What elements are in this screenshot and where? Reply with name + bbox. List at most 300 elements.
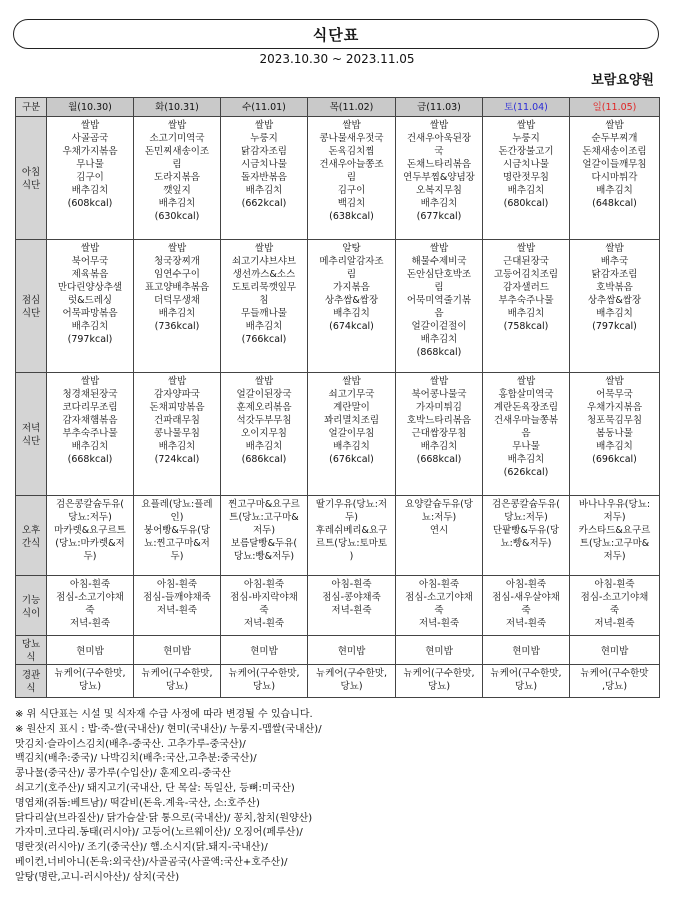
row-label-line: 식단 (21, 180, 41, 191)
row-label-line: 식 (26, 652, 36, 663)
menu-item: (630kcal) (154, 211, 200, 222)
menu-item: 코다리무조림 (62, 402, 118, 413)
menu-cell-tube-feeding-tue (134, 665, 221, 698)
menu-item: 검은콩칼슘두유( (56, 499, 124, 510)
menu-item: 쌀밥 (80, 243, 100, 254)
menu-item: (696kcal) (592, 454, 637, 465)
menu-item: 배추김치 (71, 441, 109, 452)
menu-cell-diabetic-diet-mon (47, 636, 134, 665)
menu-item: 뉴케어(구수한맛, (141, 668, 213, 679)
menu-item: 배추김치 (507, 308, 545, 319)
row-label-line: 식이 (21, 607, 41, 619)
menu-item: 쌀밥 (254, 376, 274, 387)
menu-item: (766kcal) (241, 334, 287, 345)
menu-item: 요플레(당뇨:플레 (141, 499, 213, 510)
menu-cell-dinner-sun (570, 373, 660, 496)
menu-item: 쌀밥 (516, 243, 536, 254)
menu-item: 저녁-흰죽 (331, 605, 372, 616)
menu-item: 점심-소고기야채 (580, 592, 649, 603)
note-line: ※ 원산지 표시 : 밥·죽-쌀(국내산)/ 현미(국내산)/ 누룽지-맵쌀(국내산)/ (15, 723, 322, 735)
menu-item: 얼갈이겉절이 (411, 321, 467, 332)
note-line: 알탕(명란,고니-러시아산)/ 삼치(국산) (15, 871, 180, 883)
menu-cell-tube-feeding-sat (483, 665, 570, 698)
menu-item: 상추쌈&쌈장 (324, 295, 379, 306)
menu-item: 건새우아늘쫑조 (319, 159, 384, 170)
menu-cell-dinner-mon (47, 373, 134, 496)
menu-item: 점심-들깨야채죽 (143, 592, 211, 603)
organization-name: 보람요양원 (591, 73, 654, 88)
menu-item: 림 (434, 282, 444, 293)
menu-item: 꽈리멸치조림 (323, 415, 380, 426)
menu-item: 연두부찜&양념장 (403, 172, 475, 183)
row-label-line: 식단 (21, 436, 41, 447)
menu-item: 배추김치 (333, 308, 370, 319)
menu-item: 콩나물무침 (154, 428, 200, 439)
menu-item: 쌀밥 (80, 120, 100, 131)
menu-item: 쌀밥 (516, 120, 536, 131)
menu-item: 뇨:저두) (421, 512, 457, 523)
row-label-line: 아침 (21, 167, 41, 178)
menu-item: 뉴케어(구수한맛, (316, 668, 387, 679)
menu-item: 북어무국 (71, 256, 109, 267)
menu-cell-functional-diet-fri (396, 576, 483, 636)
menu-item: (당뇨:마카렛&저 (55, 538, 125, 549)
menu-item: 뉴케어(구수한맛, (228, 668, 300, 679)
menu-item: ,당뇨) (601, 681, 628, 692)
row-label-functional-diet (16, 576, 47, 636)
menu-item: 김구이 (337, 185, 366, 196)
menu-cell-diabetic-diet-tue (134, 636, 221, 665)
menu-item: 김구이 (76, 172, 104, 183)
menu-item: 돈채새송이조림 (582, 146, 647, 157)
menu-item: 쌀밥 (429, 120, 449, 131)
menu-item: 단팥빵&두유(당 (492, 525, 560, 536)
menu-item: 닭감자조림 (591, 269, 638, 280)
menu-item: 뉴케어(구수한맛, (490, 668, 562, 679)
menu-item: (724kcal) (154, 454, 200, 465)
menu-item: 음 (521, 428, 531, 439)
menu-item: 제육볶음 (71, 269, 109, 280)
menu-cell-breakfast-thu (308, 117, 396, 240)
menu-item: 점심-콩야채죽 (322, 592, 381, 603)
menu-item: 쌀밥 (167, 376, 187, 387)
menu-item: 뇨:빵&저두) (500, 538, 552, 549)
menu-item: 쌀밥 (516, 376, 536, 387)
menu-item: 딸기우유(당뇨:저 (315, 499, 388, 510)
menu-item: 도라지볶음 (154, 172, 200, 183)
menu-item: 배추김치 (507, 185, 545, 196)
page-title: 식단표 (13, 19, 659, 49)
menu-item: 무들깨나물 (241, 308, 287, 319)
menu-item: 석갓두부무침 (236, 415, 292, 426)
menu-item: 쌀밥 (342, 376, 361, 387)
menu-item: 현미밥 (512, 645, 540, 657)
menu-cell-lunch-mon (47, 240, 134, 373)
menu-item: 돈안심단호박조 (406, 269, 472, 280)
day-header-tue: 화(10.31) (134, 98, 221, 117)
day-header-sun: 일(11.05) (570, 98, 660, 117)
menu-item: 청포묵김무침 (586, 415, 643, 426)
menu-item: 돈육김치찜 (328, 146, 375, 157)
menu-item: 당뇨) (252, 681, 276, 692)
menu-item: 배추김치 (158, 198, 196, 209)
menu-item: (797kcal) (67, 334, 113, 345)
note-line: 가자미.코다리.동태(러시아)/ 고등어(노르웨이산)/ 오징어(페루산)/ (15, 827, 303, 839)
menu-item: 어묵미역줄기볶 (406, 295, 472, 306)
menu-item: 당뇨) (427, 681, 451, 692)
menu-cell-snack-sat (483, 496, 570, 576)
menu-cell-diabetic-diet-sun (570, 636, 660, 665)
day-header-fri: 금(11.03) (396, 98, 483, 117)
menu-item: 시금치나물 (503, 159, 549, 170)
menu-item: (797kcal) (592, 321, 637, 332)
menu-item: 배추김치 (596, 308, 633, 319)
menu-cell-snack-sun (570, 496, 660, 576)
row-label-line: 점심 (21, 295, 41, 306)
menu-item: 죽 (85, 605, 95, 616)
menu-item: 건새우아욱된장 (406, 133, 472, 144)
note-line: 닭다리살(브라질산)/ 닭가슴살·닭 통으로(국내산)/ 꽁치,참치(원양산) (15, 812, 313, 824)
menu-cell-lunch-wed (221, 240, 308, 373)
menu-item: 배추김치 (245, 441, 283, 452)
menu-item: 카스타드&요구르 (578, 525, 651, 536)
menu-item: 죽 (521, 605, 531, 616)
row-label-line: 식 (26, 683, 36, 694)
menu-cell-dinner-fri (396, 373, 483, 496)
day-header-sat: 토(11.04) (483, 98, 570, 117)
day-header-wed: 수(11.01) (221, 98, 308, 117)
row-label-diabetic-diet (16, 636, 47, 665)
menu-item: 음 (434, 308, 444, 319)
menu-item: (677kcal) (416, 211, 462, 222)
menu-cell-diabetic-diet-sat (483, 636, 570, 665)
menu-item: 연시 (429, 525, 449, 536)
menu-item: 얼갈이된장국 (236, 389, 292, 400)
menu-item: 계란말이 (333, 402, 370, 413)
menu-item: 무나물 (76, 159, 104, 170)
menu-item: 돈채피망볶음 (149, 402, 205, 413)
menu-item: 감자양파국 (154, 389, 200, 400)
menu-cell-lunch-fri (396, 240, 483, 373)
row-label-breakfast (16, 117, 47, 240)
menu-item: 두) (170, 551, 184, 562)
menu-cell-functional-diet-tue (134, 576, 221, 636)
menu-item: 표고양배추볶음 (144, 282, 210, 293)
menu-item: 배추김치 (507, 454, 545, 465)
menu-cell-snack-tue (134, 496, 221, 576)
menu-item: 오복지무침 (416, 185, 462, 196)
menu-row-snack (16, 496, 660, 576)
menu-item: 고등어김치조림 (493, 269, 559, 280)
menu-cell-functional-diet-sat (483, 576, 570, 636)
menu-item: 국 (434, 146, 444, 157)
menu-item: 쌀밥 (254, 120, 274, 131)
menu-cell-lunch-sat (483, 240, 570, 373)
note-line: ※ 위 식단표는 시설 및 식자재 수급 사정에 따라 변경될 수 있습니다. (15, 709, 313, 720)
menu-item: 어묵파망볶음 (62, 308, 118, 319)
menu-item: 아침-흰죽 (69, 579, 111, 590)
row-label-tube-feeding (16, 665, 47, 698)
menu-cell-lunch-sun (570, 240, 660, 373)
menu-item: (736kcal) (154, 321, 200, 332)
note-line: 맛김치·슬라이스김치(배추-중국산. 고추가루-중국산)/ (15, 738, 246, 750)
menu-item: 호박볶음 (596, 282, 633, 293)
menu-cell-tube-feeding-sun (570, 665, 660, 698)
menu-item: 쌀밥 (167, 120, 187, 131)
menu-item: 현미밥 (76, 645, 104, 657)
menu-cell-tube-feeding-wed (221, 665, 308, 698)
menu-item: 저두) (603, 551, 626, 562)
menu-cell-functional-diet-sun (570, 576, 660, 636)
menu-item: (648kcal) (592, 198, 637, 209)
row-label-lunch (16, 240, 47, 373)
menu-cell-diabetic-diet-wed (221, 636, 308, 665)
menu-item: 당뇨) (165, 681, 189, 692)
menu-item: 계란돈육장조림 (493, 402, 559, 413)
menu-cell-dinner-tue (134, 373, 221, 496)
menu-item: 콩나물새우젓국 (319, 133, 384, 144)
menu-row-lunch (16, 240, 660, 373)
menu-item: 현미밥 (600, 645, 629, 657)
menu-item: 트(당뇨:고구마& (579, 538, 650, 549)
menu-item: 당뇨:저두) (504, 512, 548, 523)
menu-item: 돈간장불고기 (498, 146, 554, 157)
menu-item: 생선까스&소스 (232, 269, 296, 280)
menu-item: 쌀밥 (605, 376, 624, 387)
menu-item: 쌀밥 (254, 243, 274, 254)
menu-period: 2023.10.30 ~ 2023.11.05 (259, 52, 415, 66)
menu-item: 해물수제비국 (411, 256, 467, 267)
menu-item: 부추숙주나물 (62, 428, 118, 439)
menu-item: 아침-흰죽 (505, 579, 547, 590)
menu-row-diabetic-diet (16, 636, 660, 665)
menu-item: 두) (345, 512, 358, 523)
menu-item: 우채가지볶음 (62, 146, 118, 157)
menu-item: 두) (83, 551, 97, 562)
menu-item: (662kcal) (241, 198, 287, 209)
menu-row-dinner (16, 373, 660, 496)
menu-cell-dinner-thu (308, 373, 396, 496)
menu-item: 누룽지 (512, 133, 540, 144)
menu-item: 아침-흰죽 (243, 579, 285, 590)
menu-item: 아침-흰죽 (594, 579, 635, 590)
menu-item: 림 (346, 172, 357, 183)
menu-cell-snack-mon (47, 496, 134, 576)
menu-cell-tube-feeding-fri (396, 665, 483, 698)
menu-item: 오이지무침 (241, 428, 287, 439)
menu-item: 청경채된장국 (62, 389, 118, 400)
menu-item: 부추숙주나물 (498, 295, 554, 306)
day-header-mon: 월(10.30) (47, 98, 134, 117)
menu-cell-lunch-thu (308, 240, 396, 373)
menu-item: 훈제오리볶음 (236, 402, 292, 413)
menu-item: (868kcal) (416, 347, 462, 358)
menu-item: 마카렛&요구르트 (54, 525, 126, 536)
menu-item: 당뇨) (514, 681, 538, 692)
menu-item: 배추김치 (245, 321, 283, 332)
menu-item: 배추김치 (333, 441, 370, 452)
menu-item: 배추김치 (420, 441, 458, 452)
menu-cell-breakfast-mon (47, 117, 134, 240)
menu-item: 아침-흰죽 (156, 579, 198, 590)
menu-item: 쌀밥 (80, 376, 100, 387)
menu-item: 근대된장국 (503, 256, 549, 267)
menu-cell-diabetic-diet-fri (396, 636, 483, 665)
menu-item: 알탕 (342, 243, 361, 254)
notes-section (15, 708, 322, 886)
menu-cell-snack-fri (396, 496, 483, 576)
menu-cell-breakfast-fri (396, 117, 483, 240)
menu-item: (674kcal) (329, 321, 374, 332)
menu-item: 북어콩나물국 (411, 389, 467, 400)
menu-item: 저녁-흰죽 (69, 618, 111, 629)
menu-item: 쌀밥 (429, 376, 449, 387)
row-label-dinner (16, 373, 47, 496)
menu-item: 배추김치 (420, 334, 458, 345)
menu-cell-breakfast-sat (483, 117, 570, 240)
menu-item: 쇠고기샤브샤브 (231, 256, 297, 267)
menu-item: (638kcal) (329, 211, 374, 222)
menu-item: (676kcal) (329, 454, 374, 465)
menu-item: (608kcal) (67, 198, 113, 209)
menu-item: 점심-소고기야채 (56, 592, 124, 603)
menu-cell-tube-feeding-thu (308, 665, 396, 698)
menu-item: 저녁-흰죽 (505, 618, 547, 629)
menu-item: 저녁-흰죽 (243, 618, 285, 629)
menu-item: 다시마튀각 (591, 172, 638, 183)
weekly-menu-table (15, 97, 660, 698)
menu-item: 뉴케어(구수한맛 (580, 668, 649, 679)
menu-item: 가지볶음 (333, 282, 370, 293)
menu-item: 저두) (603, 512, 626, 523)
menu-item: 뉴케어(구수한맛, (403, 668, 475, 679)
menu-item: 당뇨:저두) (68, 512, 112, 523)
menu-item: 아침-흰죽 (418, 579, 460, 590)
menu-item: 죽 (609, 605, 620, 616)
menu-item: 요양칼슘두유(당 (405, 499, 473, 510)
menu-item: (686kcal) (241, 454, 287, 465)
menu-item: 배추김치 (420, 198, 458, 209)
menu-cell-breakfast-sun (570, 117, 660, 240)
menu-item: 트(당뇨:고구마& (229, 512, 299, 523)
menu-item: 쌀밥 (605, 120, 624, 131)
menu-item: 얼갈이무침 (328, 428, 375, 439)
menu-item: 아침-흰죽 (331, 579, 372, 590)
menu-item: 점심-소고기야채 (405, 592, 473, 603)
menu-item: 어묵무국 (596, 389, 633, 400)
menu-item: 소고기미역국 (149, 133, 205, 144)
menu-item: 배추국 (600, 256, 629, 267)
note-line: 콩나물(중국산)/ 콩가루(수입산)/ 훈제오리-중국산 (15, 768, 231, 780)
menu-item: 시금치나물 (241, 159, 287, 170)
note-line: 명엽채(쥐돔:베트남)/ 떡갈비(돈육.계육-국산, 소:호주산) (15, 797, 260, 809)
menu-item: 상추쌈&쌈장 (587, 295, 642, 306)
menu-item: 돌자반볶음 (241, 172, 287, 183)
menu-cell-functional-diet-thu (308, 576, 396, 636)
header-row (16, 98, 660, 117)
menu-item: 메추리알감자조 (319, 256, 384, 267)
menu-row-breakfast (16, 117, 660, 240)
menu-item: 우채가지볶음 (586, 402, 643, 413)
row-label-line: 기능 (21, 594, 41, 606)
menu-item: (626kcal) (503, 467, 549, 478)
note-line: 쇠고기(호주산)/ 돼지고기(국내산, 단 목살: 독일산, 등뼈:미국산) (15, 782, 295, 794)
menu-item: 만다린양상추샐 (57, 282, 123, 293)
menu-cell-dinner-wed (221, 373, 308, 496)
row-label-line: 경관 (21, 670, 41, 681)
menu-item: 돈민찌새송이조 (144, 146, 210, 157)
menu-item: 림 (346, 269, 357, 280)
menu-cell-diabetic-diet-thu (308, 636, 396, 665)
menu-item: 누룽지 (250, 133, 278, 144)
menu-item: (758kcal) (503, 321, 549, 332)
menu-cell-snack-wed (221, 496, 308, 576)
menu-item: 근대쌈장무침 (411, 428, 467, 439)
menu-item: 당뇨:빵&저두) (233, 551, 295, 562)
menu-item: 홍합살미역국 (498, 389, 554, 400)
menu-item: 르트(당뇨:토마토 (315, 538, 388, 549)
menu-item: 청국장찌개 (154, 256, 200, 267)
menu-item: (680kcal) (503, 198, 549, 209)
menu-item: 건파래무침 (154, 415, 200, 426)
menu-item: 배추김치 (596, 441, 633, 452)
menu-item: 가자미튀김 (416, 402, 462, 413)
menu-cell-lunch-tue (134, 240, 221, 373)
note-line: 명란젓(러시아)/ 조기(중국산)/ 햄.소시지(닭.돼지-국내산)/ (15, 842, 268, 854)
menu-item: 배추김치 (71, 321, 109, 332)
menu-item: 감자채햄볶음 (62, 415, 118, 426)
row-label-line: 오후 (21, 524, 41, 536)
menu-item: 임연수구이 (154, 269, 200, 280)
day-header-thu: 목(11.02) (308, 98, 396, 117)
menu-item: 죽 (434, 605, 444, 616)
menu-item: 감자샐러드 (503, 282, 549, 293)
menu-item: 럿&드레싱 (67, 295, 113, 306)
menu-item: 쌀밥 (429, 243, 449, 254)
menu-item: 현미밥 (337, 645, 366, 657)
menu-item: 저두) (252, 525, 276, 536)
menu-item: 명란젓무침 (503, 172, 549, 183)
menu-item: 닭감자조림 (241, 146, 287, 157)
menu-item: 순두부찌개 (591, 133, 638, 144)
menu-item: 현미밥 (163, 645, 191, 657)
menu-item: ) (349, 551, 354, 562)
menu-item: 붕어빵&두유(당 (143, 525, 211, 536)
row-label-line: 식단 (21, 308, 41, 319)
menu-item: 인) (170, 512, 184, 523)
menu-cell-breakfast-wed (221, 117, 308, 240)
menu-item: 뇨:찐고구마&저 (144, 538, 210, 549)
row-label-line: 당뇨 (21, 639, 41, 650)
menu-item: 뉴케어(구수한맛, (54, 668, 126, 679)
menu-item: 돈채느타리볶음 (406, 159, 472, 170)
menu-item: 림 (172, 159, 182, 170)
menu-cell-dinner-sat (483, 373, 570, 496)
menu-item: 저녁-흰죽 (594, 618, 635, 629)
menu-item: 배추김치 (158, 441, 196, 452)
menu-item: (668kcal) (416, 454, 462, 465)
menu-cell-functional-diet-mon (47, 576, 134, 636)
menu-item: 쌀밥 (605, 243, 624, 254)
menu-item: 쌀밥 (342, 120, 361, 131)
menu-item: 호박느타리볶음 (406, 415, 472, 426)
menu-item: 후레쉬베리&요구 (315, 525, 388, 536)
menu-item: 보름달빵&두유( (230, 538, 298, 549)
note-line: 베이컨,너비아니(돈육:외국산)/사골곰국(사골액:국산+호주산)/ (15, 856, 288, 868)
menu-cell-breakfast-tue (134, 117, 221, 240)
menu-item: 무나물 (512, 441, 540, 452)
menu-item: 현미밥 (425, 645, 453, 657)
